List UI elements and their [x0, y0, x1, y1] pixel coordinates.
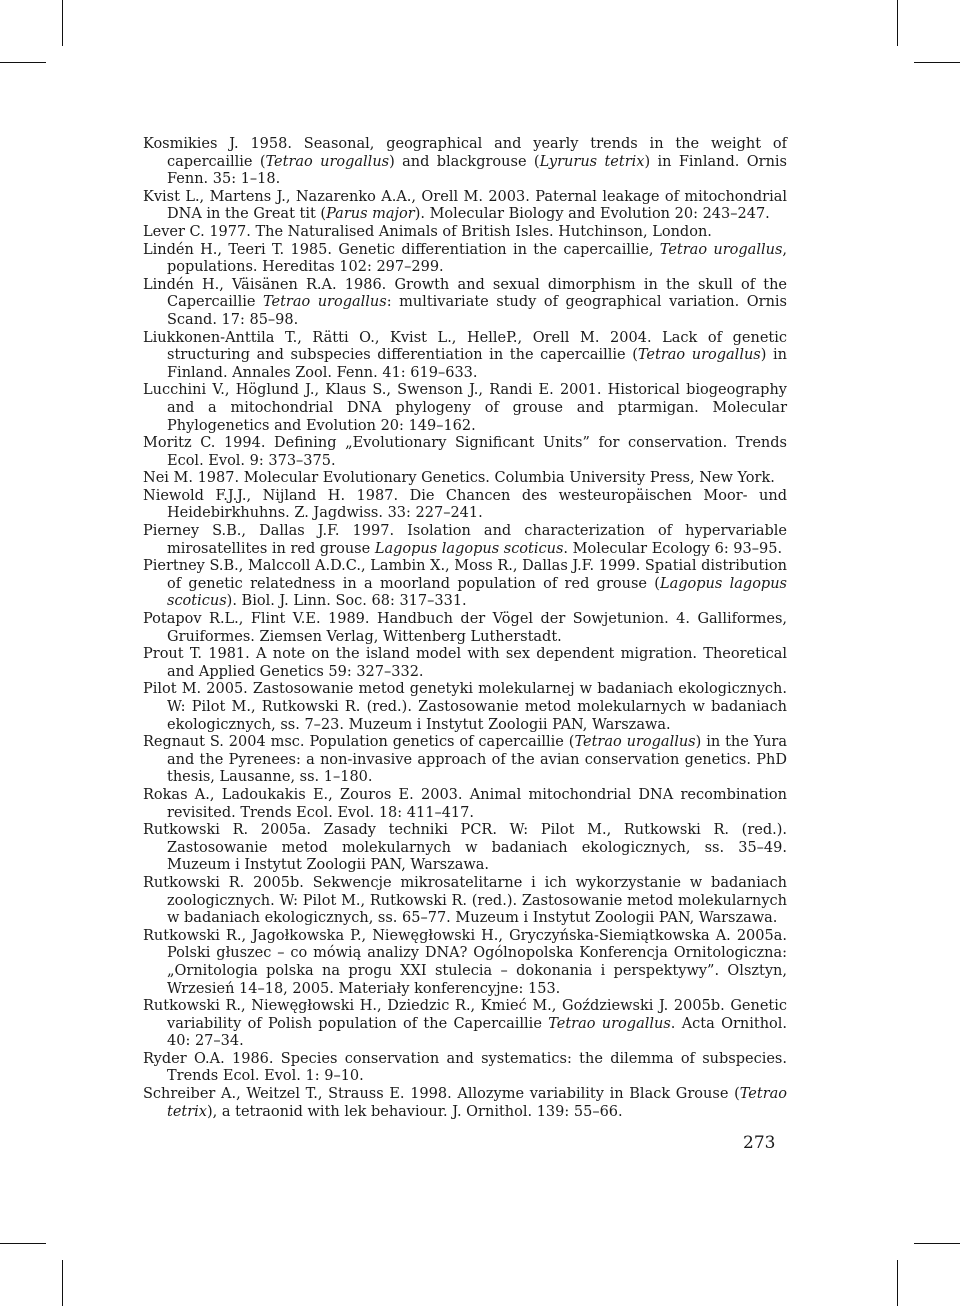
reference-text: Pierney S.B., Dallas J.F. 1997. Isolation and characterization of hypervariable mirosatellites in red grouse	[143, 523, 787, 557]
crop-mark	[62, 1260, 63, 1306]
reference-entry	[143, 611, 787, 646]
reference-text: . Acta Ornithol. 40: 27–34.	[167, 1015, 788, 1050]
reference-text: Potapov R.L., Flint V.E. 1989. Handbuch der Vögel der Sowjetunion. 4. Galliformes, Gruiformes. Ziemsen Verlag, Wittenberg Lutherstadt.	[143, 611, 787, 645]
crop-mark	[914, 62, 960, 63]
reference-entry	[143, 523, 787, 558]
reference-text: Ryder O.A. 1986. Species conservation and systematics: the dilemma of subspecies. Trends Ecol. Evol. 1: 9–10.	[143, 1050, 787, 1085]
reference-text: Schreiber A., Weitzel T., Strauss E. 1998. Allozyme variability in Black Grouse (	[143, 1086, 740, 1103]
reference-text: . Molecular Ecology 6: 93–95.	[563, 540, 783, 557]
reference-italic-text: Tetrao urogallus	[265, 153, 390, 170]
reference-text: Piertney S.B., Malccoll A.D.C., Lambin X., Moss R., Dallas J.F. 1999. Spatial distribution of genetic relatedness in a moorland population of red grouse (	[143, 558, 787, 592]
reference-entry	[143, 1051, 787, 1086]
reference-italic-text: Tetrao urogallus	[659, 241, 783, 258]
reference-italic-text: Lagopus lagopus scoticus	[374, 540, 564, 557]
reference-entry	[143, 787, 787, 822]
reference-text: Rutkowski R., Niewęgłowski H., Dziedzic R., Kmieć M., Goździewski J. 2005b. Genetic variability of Polish population of the Capercaillie	[143, 998, 787, 1032]
reference-text: , populations. Hereditas 102: 297–299.	[167, 241, 787, 276]
reference-italic-text: Tetrao urogallus	[574, 734, 696, 751]
reference-entry	[143, 928, 787, 998]
reference-text: Liukkonen-Anttila T., Rätti O., Kvist L., HelleP., Orell M. 2004. Lack of genetic structuring and subspecies differentiation in the capercaillie (	[143, 329, 787, 364]
reference-entry	[143, 224, 787, 242]
reference-text: Pilot M. 2005. Zastosowanie metod genetyki molekularnej w badaniach ekologicznych. W: Pilot M., Rutkowski R. (red.). Zastosowanie metod molekularnych w badaniach ekologicznych, ss. 7–23. Muzeum i Instytut Zoologii PAN, Warszawa.	[143, 681, 787, 733]
reference-entry	[143, 998, 787, 1051]
reference-text: Rutkowski R. 2005b. Sekwencje mikrosatelitarne i ich wykorzystanie w badaniach zoologicznych. W: Pilot M., Rutkowski R. (red.). Zastosowanie metod molekularnych w badaniach ekologicznych, ss. 65–77. Muzeum i Instytut Zoologii PAN, Warszawa.	[143, 874, 787, 927]
reference-entry	[143, 488, 787, 523]
reference-text: Niewold F.J.J., Nijland H. 1987. Die Chancen des westeuropäischen Moor- und Heidebirkhuhns. Z. Jagdwiss. 33: 227–241.	[143, 487, 787, 522]
reference-text: Rutkowski R. 2005a. Zasady techniki PCR. W: Pilot M., Rutkowski R. (red.). Zastosowanie metod molekularnych w badaniach ekologicznych, ss. 35–49. Muzeum i Instytut Zoologii PAN, Warszawa.	[143, 822, 787, 874]
crop-mark	[0, 62, 46, 63]
reference-entry	[143, 277, 787, 330]
reference-text: ). Biol. J. Linn. Soc. 68: 317–331.	[226, 593, 467, 610]
reference-text: Lever C. 1977. The Naturalised Animals of British Isles. Hutchinson, London.	[143, 223, 712, 240]
reference-entry	[143, 646, 787, 681]
reference-text: Regnaut S. 2004 msc. Population genetics of capercaillie (	[143, 734, 575, 751]
reference-italic-text: Tetrao tetrix	[167, 1086, 787, 1120]
reference-italic-text: Lagopus lagopus scoticus	[167, 575, 787, 610]
reference-entry	[143, 382, 787, 435]
reference-text: ) and blackgrouse (	[389, 153, 540, 170]
reference-italic-text: Tetrao urogallus	[548, 1015, 671, 1032]
reference-entry	[143, 470, 787, 488]
reference-entry	[143, 330, 787, 383]
crop-mark	[0, 1243, 46, 1244]
reference-text: Lucchini V., Höglund J., Klaus S., Swenson J., Randi E. 2001. Historical biogeography and a mitochondrial DNA phylogeny of grouse and ptarmigan. Molecular Phylogenetics and Evolution 20: 149–162.	[143, 382, 787, 434]
reference-entry	[143, 435, 787, 470]
reference-text: Rutkowski R., Jagołkowska P., Niewęgłowski H., Gryczyńska-Siemiątkowska A. 2005a. Polski głuszec – co mówią analizy DNA? Ogólnopolska Konferencja Ornitologiczna: „Ornitologia polska na progu XXI stulecia – dokonania i perspektywy”. Olsztyn, Wrzesień 14–18, 2005. Materiały konferencyjne: 153.	[143, 927, 787, 997]
reference-text: ) in the Yura and the Pyrenees: a non-invasive approach of the avian conservation genetics. PhD thesis, Lausanne, ss. 1–180.	[167, 734, 787, 786]
reference-italic-text: Tetrao urogallus	[262, 294, 387, 311]
reference-text: Nei M. 1987. Molecular Evolutionary Genetics. Columbia University Press, New York.	[143, 470, 775, 487]
reference-entry	[143, 242, 787, 277]
reference-italic-text: Tetrao urogallus	[637, 347, 761, 364]
reference-text: : multivariate study of geographical variation. Ornis Scand. 17: 85–98.	[167, 294, 787, 328]
reference-entry	[143, 558, 787, 611]
reference-italic-text: Parus major	[326, 206, 415, 223]
crop-mark	[62, 0, 63, 46]
reference-list	[143, 136, 787, 1121]
reference-text: Moritz C. 1994. Defining „Evolutionary Significant Units” for conservation. Trends Ecol. Evol. 9: 373–375.	[143, 435, 787, 469]
reference-entry	[143, 822, 787, 875]
page-number: 273	[743, 1133, 776, 1153]
reference-text: ) in Finland. Ornis Fenn. 35: 1–18.	[167, 153, 787, 188]
reference-text: Kvist L., Martens J., Nazarenko A.A., Orell M. 2003. Paternal leakage of mitochondrial DNA in the Great tit (	[143, 188, 787, 223]
reference-text: ), a tetraonid with lek behaviour. J. Ornithol. 139: 55–66.	[206, 1103, 623, 1120]
crop-mark	[897, 1260, 898, 1306]
reference-text: ). Molecular Biology and Evolution 20: 243–247.	[414, 206, 770, 223]
crop-mark	[897, 0, 898, 46]
reference-entry	[143, 875, 787, 928]
reference-text: ) in Finland. Annales Zool. Fenn. 41: 619–633.	[167, 347, 787, 381]
reference-italic-text: Lyrurus tetrix	[539, 153, 645, 170]
reference-text: Rokas A., Ladoukakis E., Zouros E. 2003. Animal mitochondrial DNA recombination revisited. Trends Ecol. Evol. 18: 411–417.	[143, 786, 787, 821]
crop-mark	[914, 1243, 960, 1244]
reference-entry	[143, 681, 787, 734]
reference-text: Lindén H., Teeri T. 1985. Genetic differentiation in the capercaillie,	[143, 241, 660, 258]
reference-entry	[143, 136, 787, 189]
reference-text: Prout T. 1981. A note on the island model with sex dependent migration. Theoretical and Applied Genetics 59: 327–332.	[143, 646, 787, 680]
reference-text: Lindén H., Väisänen R.A. 1986. Growth and sexual dimorphism in the skull of the Capercaillie	[143, 276, 787, 311]
reference-text: Kosmikies J. 1958. Seasonal, geographical and yearly trends in the weight of capercaillie (	[143, 136, 787, 170]
reference-entry	[143, 1086, 787, 1121]
reference-entry	[143, 734, 787, 787]
reference-entry	[143, 189, 787, 224]
